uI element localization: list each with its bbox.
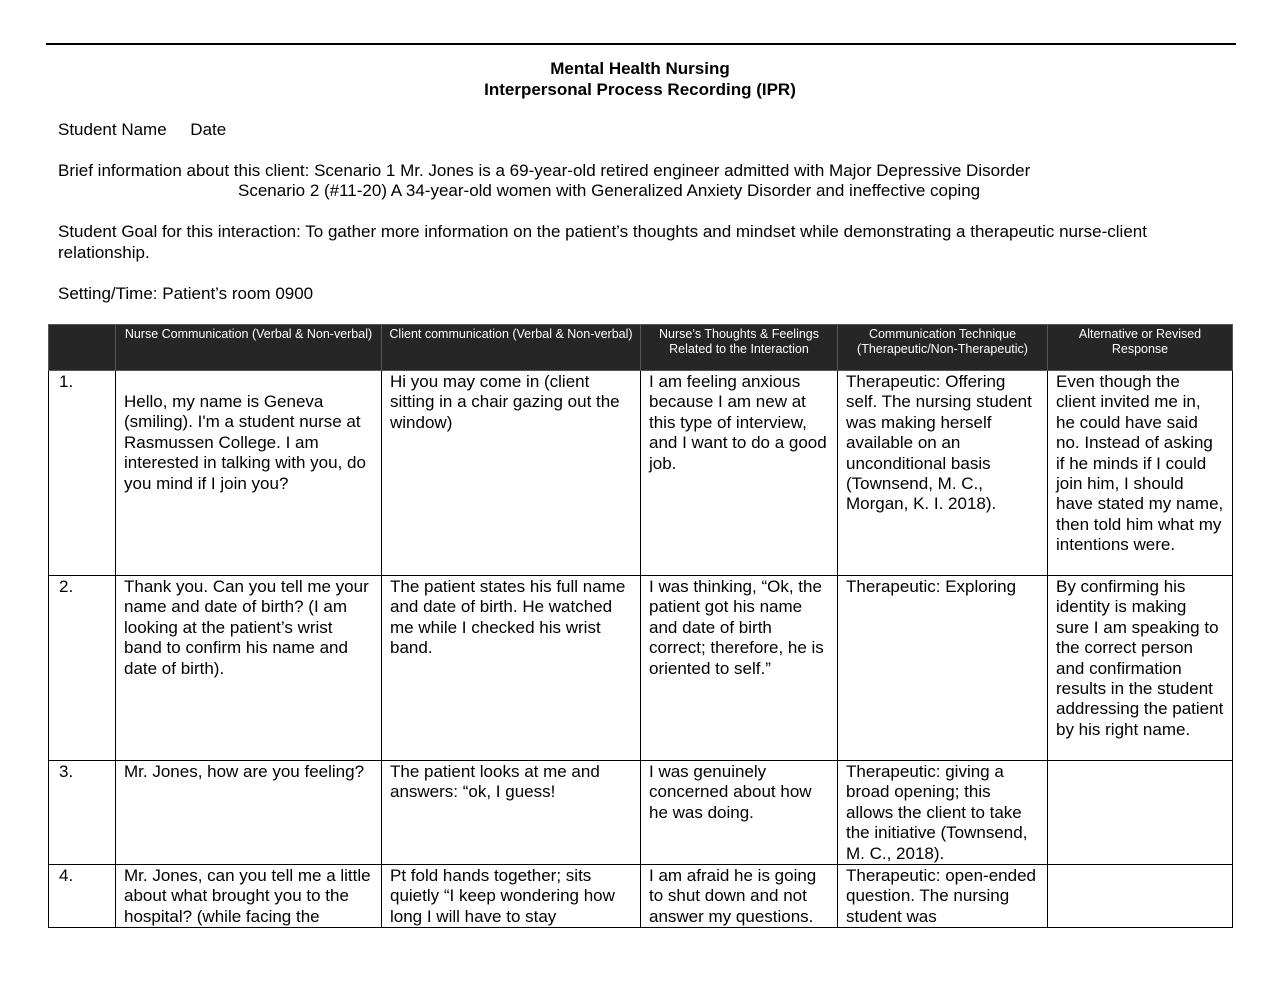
row-number: 4. — [49, 865, 116, 928]
nurse-communication: Mr. Jones, how are you feeling? — [116, 761, 382, 865]
header-number — [49, 325, 116, 371]
student-goal: Student Goal for this interaction: To gather more information on the patient’s thoughts and mindset while demonstrating a therapeutic nurse-client relationship. — [58, 222, 1147, 262]
header-nurse-thoughts: Nurse’s Thoughts & Feelings Related to the Interaction — [641, 325, 838, 371]
alternative-response — [1048, 761, 1233, 865]
nurse-thoughts: I was genuinely concerned about how he was doing. — [641, 761, 838, 865]
brief-info-1: Brief information about this client: Scenario 1 Mr. Jones is a 69-year-old retired engineer admitted with Major Depressive Disorder — [58, 161, 1031, 180]
row-number: 1. — [49, 371, 116, 576]
ipr-table — [48, 324, 1233, 928]
nurse-thoughts: I am afraid he is going to shut down and not answer my questions. — [641, 865, 838, 928]
table-row — [49, 865, 1233, 928]
header-client-communication: Client communication (Verbal & Non-verbal) — [382, 325, 641, 371]
client-communication: Hi you may come in (client sitting in a chair gazing out the window) — [382, 371, 641, 576]
alternative-response: Even though the client invited me in, he could have said no. Instead of asking if he minds if I could join him, I should have stated my name, then told him what my intentions were. — [1048, 371, 1233, 576]
technique: Therapeutic: giving a broad opening; this allows the client to take the initiative (Townsend, M. C., 2018). — [838, 761, 1048, 865]
technique: Therapeutic: Exploring — [838, 576, 1048, 761]
alternative-response — [1048, 865, 1233, 928]
technique: Therapeutic: Offering self. The nursing student was making herself available on an unconditional basis (Townsend, M. C., Morgan, K. I. 2018). — [838, 371, 1048, 576]
document-subtitle: Interpersonal Process Recording (IPR) — [484, 80, 796, 99]
nurse-communication: Mr. Jones, can you tell me a little about what brought you to the hospital? (while facing the — [116, 865, 382, 928]
row-number: 2. — [49, 576, 116, 761]
nurse-communication: Hello, my name is Geneva (smiling). I'm a student nurse at Rasmussen College. I am interested in talking with you, do you mind if I join you? — [116, 371, 382, 576]
nurse-thoughts: I am feeling anxious because I am new at this type of interview, and I want to do a good job. — [641, 371, 838, 576]
header-alternative-response: Alternative or Revised Response — [1048, 325, 1233, 371]
row-number: 3. — [49, 761, 116, 865]
document-title: Mental Health Nursing — [550, 59, 730, 78]
header-technique: Communication Technique (Therapeutic/Non-Therapeutic) — [838, 325, 1048, 371]
table-row — [49, 371, 1233, 576]
brief-info-2: Scenario 2 (#11-20) A 34-year-old women with Generalized Anxiety Disorder and ineffective coping — [238, 181, 981, 200]
client-communication: Pt fold hands together; sits quietly “I keep wondering how long I will have to stay — [382, 865, 641, 928]
client-communication: The patient looks at me and answers: “ok, I guess! — [382, 761, 641, 865]
setting-time: Setting/Time: Patient’s room 0900 — [58, 284, 314, 303]
table-header — [49, 325, 1233, 371]
student-name-date: Student Name Date — [58, 120, 227, 139]
table-row — [49, 761, 1233, 865]
client-communication: The patient states his full name and date of birth. He watched me while I checked his wrist band. — [382, 576, 641, 761]
technique: Therapeutic: open-ended question. The nursing student was — [838, 865, 1048, 928]
nurse-thoughts: I was thinking, “Ok, the patient got his name and date of birth correct; therefore, he is oriented to self.” — [641, 576, 838, 761]
top-rule — [46, 43, 1236, 45]
header-nurse-communication: Nurse Communication (Verbal & Non-verbal) — [116, 325, 382, 371]
alternative-response: By confirming his identity is making sure I am speaking to the correct person and confirmation results in the student addressing the patient by his right name. — [1048, 576, 1233, 761]
table-row — [49, 576, 1233, 761]
nurse-communication: Thank you. Can you tell me your name and date of birth? (I am looking at the patient’s wrist band to confirm his name and date of birth). — [116, 576, 382, 761]
